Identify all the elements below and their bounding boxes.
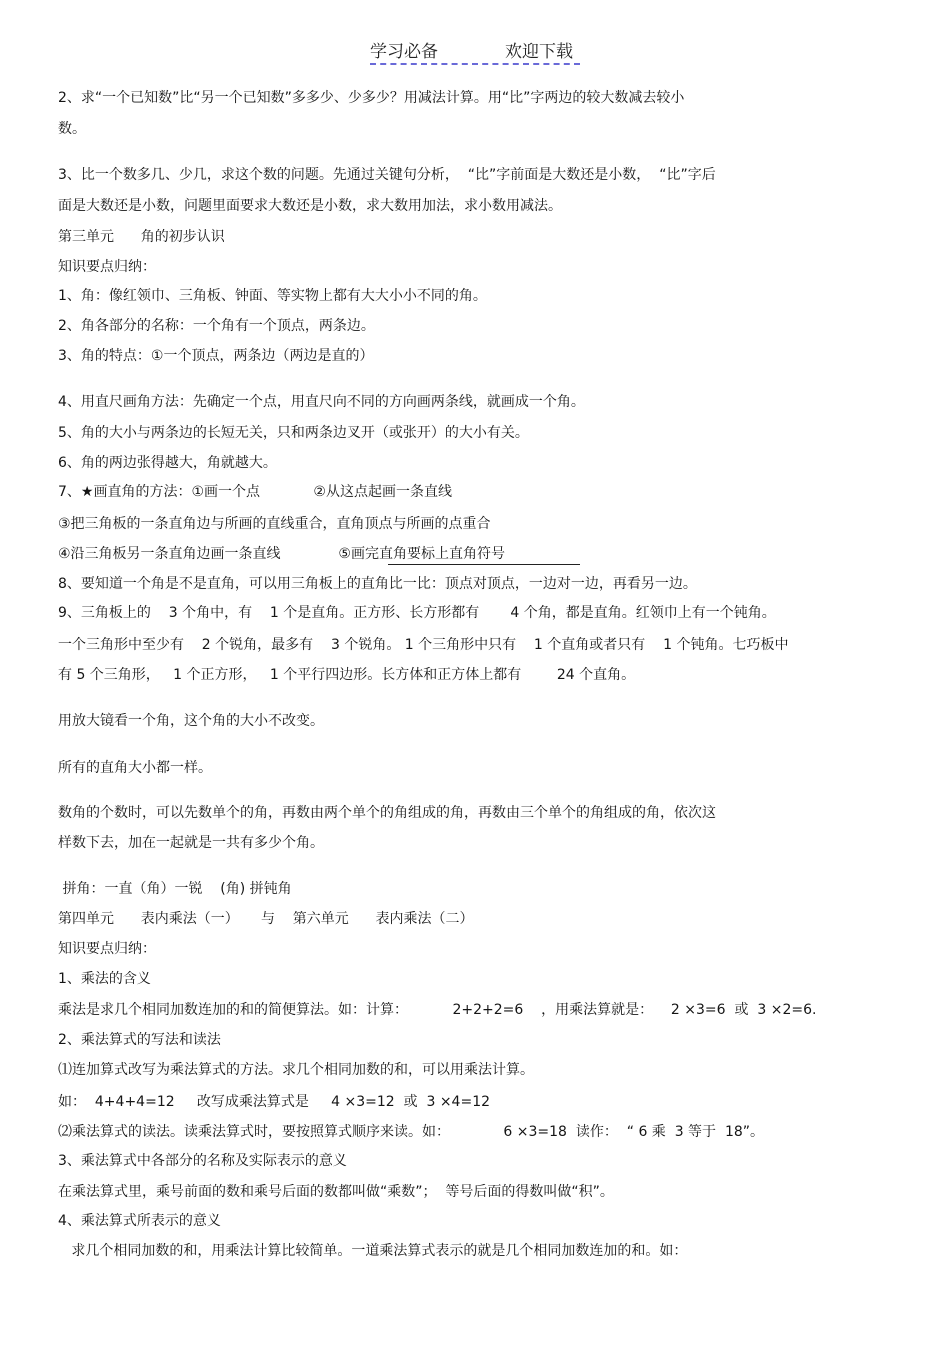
- text-line: 1、乘法的含义: [58, 971, 151, 987]
- text-line: 6、角的两边张得越大，角就越大。: [58, 455, 277, 471]
- text-line: ③把三角板的一条直角边与所画的直线重合，直角顶点与所画的点重合: [58, 516, 491, 532]
- text-line: 2、求“一个已知数”比“另一个已知数”多多少、少多少？用减法计算。用“比”字两边的较大数减去较小: [58, 90, 685, 106]
- text-line: 在乘法算式里，乘号前面的数和乘号后面的数都叫做“乘数”； 等号后面的得数叫做“积”。: [58, 1184, 614, 1200]
- text-line: 数角的个数时，可以先数单个的角，再数由两个单个的角组成的角，再数由三个单个的角组成的角，依次这: [58, 805, 716, 821]
- text-line: 5、角的大小与两条边的长短无关，只和两条边叉开（或张开）的大小有关。: [58, 425, 529, 441]
- text-line: 求几个相同加数的和，用乘法计算比较简单。一道乘法算式表示的就是几个相同加数连加的和。如：: [58, 1243, 688, 1259]
- header-right-text: 欢迎下载: [505, 42, 573, 62]
- section-heading: 第三单元 角的初步认识: [58, 229, 225, 245]
- header-dashed-underline: [370, 63, 580, 65]
- text-line: 3、乘法算式中各部分的名称及实际表示的意义: [58, 1153, 347, 1169]
- text-underline: [388, 564, 580, 565]
- text-line: 数。: [58, 121, 86, 137]
- text-line: 8、要知道一个角是不是直角，可以用三角板上的直角比一比：顶点对顶点，一边对一边，再看另一边。: [58, 576, 697, 592]
- text-line: 1、角：像红领巾、三角板、钟面、等实物上都有大大小小不同的角。: [58, 288, 487, 304]
- text-line: 样数下去，加在一起就是一共有多少个角。: [58, 835, 324, 851]
- text-line: 面是大数还是小数，问题里面要求大数还是小数，求大数用加法，求小数用减法。: [58, 198, 562, 214]
- text-line: 拼角：一直（角）一锐 (角) 拼钝角: [58, 881, 292, 897]
- text-line: 知识要点归纳：: [58, 941, 156, 957]
- text-line: 3、角的特点：①一个顶点，两条边（两边是直的）: [58, 348, 374, 364]
- text-line: 有 5 个三角形， 1 个正方形， 1 个平行四边形。长方体和正方体上都有 24 个直角。: [58, 667, 636, 683]
- header-left-text: 学习必备: [370, 42, 438, 62]
- text-line: ⑵乘法算式的读法。读乘法算式时，要按照算式顺序来读。如： 6 ×3=18 读作： “ 6 乘 3 等于 18”。: [58, 1124, 765, 1140]
- text-line: 乘法是求几个相同加数连加的和的简便算法。如：计算： 2+2+2=6 ，用乘法算就是： 2 ×3=6 或 3 ×2=6.: [58, 1002, 817, 1018]
- text-line: 如： 4+4+4=12 改写成乘法算式是 4 ×3=12 或 3 ×4=12: [58, 1094, 491, 1110]
- text-line: 知识要点归纳：: [58, 259, 156, 275]
- text-line: 用放大镜看一个角，这个角的大小不改变。: [58, 713, 324, 729]
- text-line: 9、三角板上的 3 个角中，有 1 个是直角。正方形、长方形都有 4 个角，都是直角。红领巾上有一个钝角。: [58, 605, 776, 621]
- text-line: 4、乘法算式所表示的意义: [58, 1213, 221, 1229]
- text-line: 2、角各部分的名称：一个角有一个顶点，两条边。: [58, 318, 375, 334]
- text-line: 2、乘法算式的写法和读法: [58, 1032, 221, 1048]
- text-line: 4、用直尺画角方法：先确定一个点，用直尺向不同的方向画两条线，就画成一个角。: [58, 394, 585, 410]
- text-line: 7、★画直角的方法：①画一个点 ②从这点起画一条直线: [58, 484, 452, 500]
- section-heading: 第四单元 表内乘法（一） 与 第六单元 表内乘法（二）: [58, 911, 474, 927]
- text-line: 所有的直角大小都一样。: [58, 760, 212, 776]
- text-line: ⑴连加算式改写为乘法算式的方法。求几个相同加数的和，可以用乘法计算。: [58, 1062, 534, 1078]
- text-line: 3、比一个数多几、少几，求这个数的问题。先通过关键句分析， “比”字前面是大数还是小数， “比”字后: [58, 167, 716, 183]
- text-line: ④沿三角板另一条直角边画一条直线 ⑤画完直角要标上直角符号: [58, 546, 505, 562]
- text-line: 一个三角形中至少有 2 个锐角，最多有 3 个锐角。 1 个三角形中只有 1 个直角或者只有 1 个钝角。七巧板中: [58, 637, 789, 653]
